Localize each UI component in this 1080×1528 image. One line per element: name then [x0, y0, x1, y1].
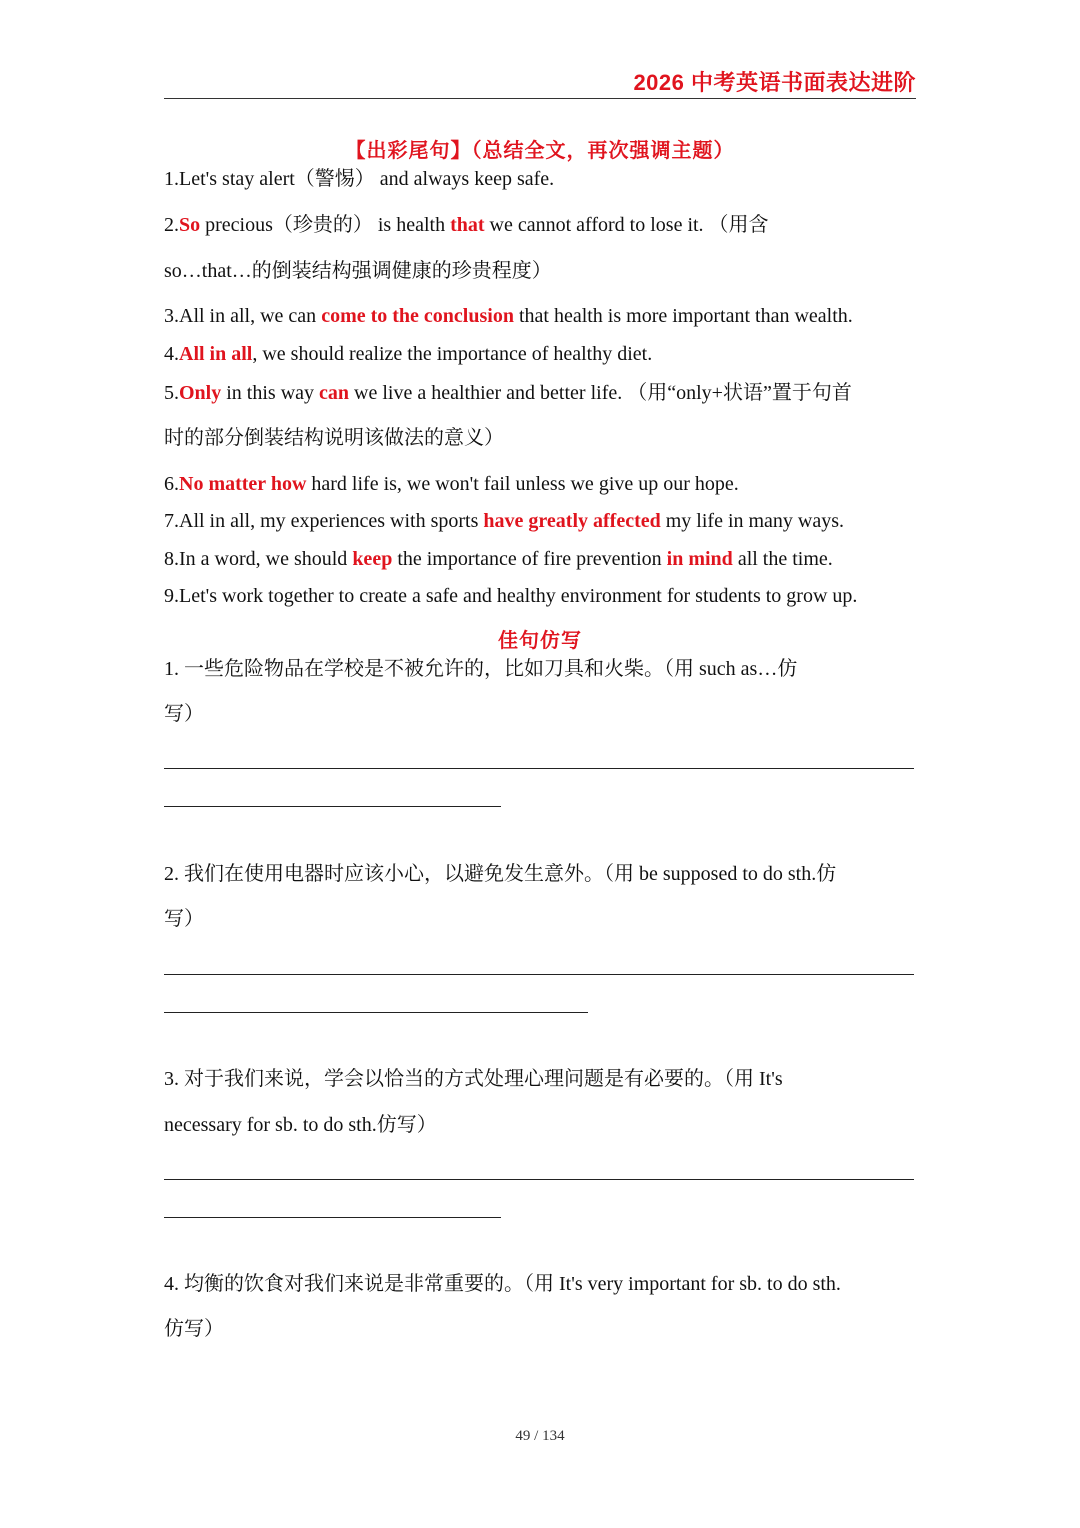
sentence-2: 2.So precious（珍贵的） is health that we cannot afford to lose it. （用含	[164, 214, 769, 236]
section-heading-imitation: 佳句仿写	[498, 630, 582, 652]
exercise-3-answer-line-2[interactable]	[164, 1217, 501, 1218]
exercise-3-prompt-cont: necessary for sb. to do sth.仿写）	[164, 1114, 437, 1136]
exercise-1-prompt-cont: 写）	[164, 703, 204, 725]
exercise-3-prompt: 3. 对于我们来说，学会以恰当的方式处理心理问题是有必要的。（用 It's	[164, 1068, 783, 1090]
exercise-1-answer-line-2[interactable]	[164, 806, 501, 807]
exercise-1-answer-line-1[interactable]	[164, 768, 914, 769]
sentence-5: 5.Only in this way can we live a healthier and better life. （用“only+状语”置于句首	[164, 382, 852, 404]
sentence-5-note: 时的部分倒装结构说明该做法的意义）	[164, 427, 504, 449]
header-divider	[164, 98, 916, 99]
sentence-4: 4.All in all, we should realize the importance of healthy diet.	[164, 343, 653, 365]
sentence-8: 8.In a word, we should keep the importance of fire prevention in mind all the time.	[164, 548, 833, 570]
exercise-2-prompt-cont: 写）	[164, 908, 204, 930]
exercise-2-answer-line-2[interactable]	[164, 1012, 588, 1013]
exercise-3-answer-line-1[interactable]	[164, 1179, 914, 1180]
header-title: 2026 中考英语书面表达进阶	[633, 70, 916, 95]
exercise-1-prompt: 1. 一些危险物品在学校是不被允许的，比如刀具和火柴。（用 such as…仿	[164, 658, 798, 680]
exercise-2-answer-line-1[interactable]	[164, 974, 914, 975]
sentence-9: 9.Let's work together to create a safe and healthy environment for students to grow up.	[164, 585, 858, 607]
sentence-6: 6.No matter how hard life is, we won't fail unless we give up our hope.	[164, 473, 739, 495]
sentence-1: 1.Let's stay alert（警惕） and always keep safe.	[164, 168, 555, 190]
exercise-2-prompt: 2. 我们在使用电器时应该小心，以避免发生意外。（用 be supposed to do sth.仿	[164, 863, 837, 885]
sentence-7: 7.All in all, my experiences with sports have greatly affected my life in many ways.	[164, 510, 845, 532]
sentence-2-note: so…that…的倒装结构强调健康的珍贵程度）	[164, 260, 552, 282]
page-number: 49 / 134	[515, 1428, 565, 1444]
sentence-3: 3.All in all, we can come to the conclusion that health is more important than wealth.	[164, 305, 853, 327]
exercise-4-prompt: 4. 均衡的饮食对我们来说是非常重要的。（用 It's very important for sb. to do sth.	[164, 1273, 841, 1295]
exercise-4-prompt-cont: 仿写）	[164, 1318, 224, 1340]
section-heading-closing-sentences: 【出彩尾句】（总结全文，再次强调主题）	[345, 140, 735, 162]
